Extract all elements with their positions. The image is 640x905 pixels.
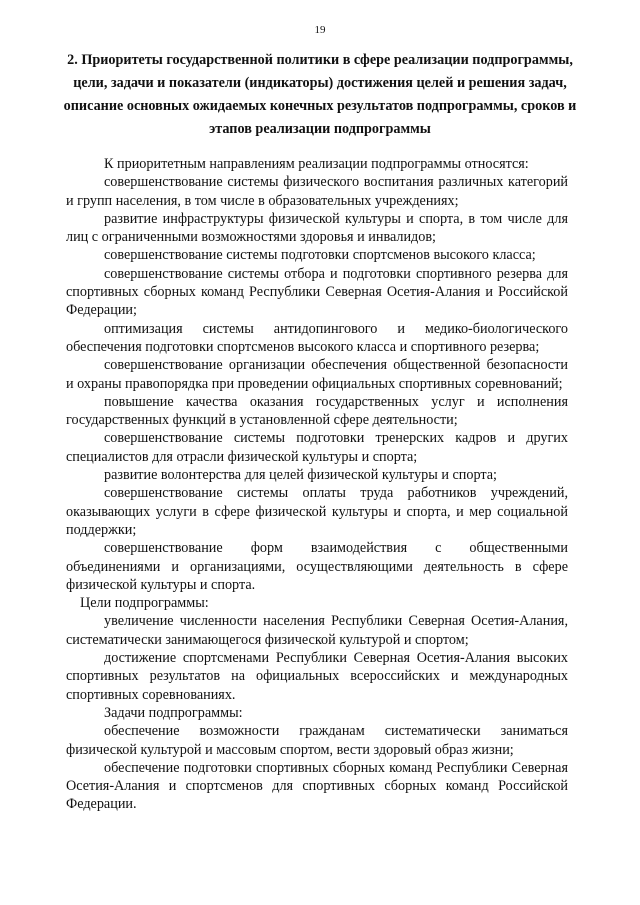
list-item: совершенствование форм взаимодействия с общественными объединениями и организациями, осуществляющими деятельность в сфере физической культуры и спорта. (66, 540, 568, 593)
page-number: 19 (314, 24, 326, 36)
paragraph-intro: К приоритетным направлениям реализации подпрограммы относятся: (104, 156, 529, 172)
list-item: совершенствование системы физического воспитания различных категорий и групп населения, в том числе в образовательных учреждениях; (66, 174, 568, 209)
list-item: совершенствование организации обеспечения общественной безопасности и охраны правопорядка при проведении официальных спортивных соревнований; (66, 357, 568, 392)
list-item: развитие инфраструктуры физической культуры и спорта, в том числе для лиц с ограниченными возможностями здоровья и инвалидов; (66, 210, 568, 246)
document-body (66, 155, 568, 814)
list-item: увеличение численности населения Республики Северная Осетия-Алания, систематически занимающегося физической культурой и спортом; (66, 613, 568, 648)
list-item: повышение качества оказания государственных услуг и исполнения государственных функций в установленной сфере деятельности; (66, 393, 568, 429)
list-item: оптимизация системы антидопингового и медико-биологического обеспечения подготовки спортсменов высокого класса и спортивного резерва; (66, 320, 568, 355)
list-item: развитие волонтерства для целей физической культуры и спорта; (104, 467, 497, 484)
list-item: обеспечение подготовки спортивных сборных команд Республики Северная Осетия-Алания и спортсменов для спортивных сборных команд Российской Федерации. (66, 759, 568, 813)
list-item: совершенствование системы подготовки спортсменов высокого класса; (104, 247, 536, 264)
list-item: обеспечение возможности гражданам систематически заниматься физической культурой и массовым спортом, вести здоровый образ жизни; (66, 723, 568, 758)
list-item: совершенствование системы отбора и подготовки спортивного резерва для спортивных сборных команд Республики Северная Осетия-Алания и Российской Федерации; (66, 265, 568, 319)
tasks-heading: Задачи подпрограммы: (104, 704, 243, 721)
list-item: совершенствование системы оплаты труда работников учреждений, оказывающих услуги в сфере физической культуры и спорта, и мер социальной поддержки; (66, 485, 568, 538)
goals-heading: Цели подпрограммы: (80, 595, 209, 612)
section-heading: 2. Приоритеты государственной политики в сфере реализации подпрограммы, цели, задачи и показатели (индикаторы) достижения целей и решения задач, описание основных ожидаемых конечных результатов подпрограммы, сроков и этапов реализации подпрограммы (63, 52, 577, 137)
list-item: совершенствование системы подготовки тренерских кадров и других специалистов для отрасли физической культуры и спорта; (66, 430, 568, 465)
list-item: достижение спортсменами Республики Северная Осетия-Алания высоких спортивных результатов на официальных всероссийских и международных спортивных соревнованиях. (66, 650, 568, 703)
